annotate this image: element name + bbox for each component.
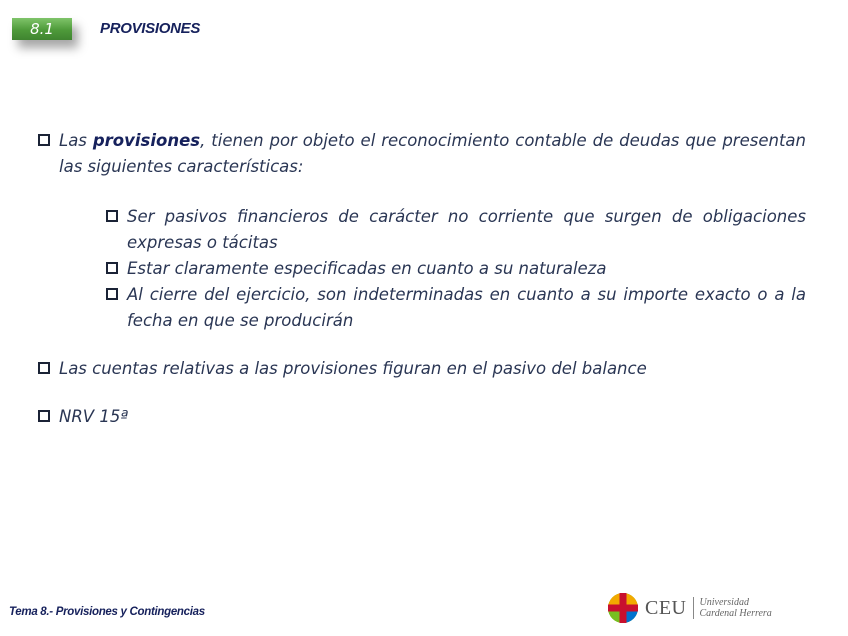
- footer-topic: Tema 8.- Provisiones y Contingencias: [9, 606, 205, 618]
- slide-title: PROVISIONES: [100, 20, 201, 37]
- logo-university-text: Universidad Cardenal Herrera: [699, 597, 772, 619]
- bullet-text: Las cuentas relativas a las provisiones figuran en el pasivo del balance: [59, 359, 647, 378]
- section-number-badge: [12, 18, 72, 40]
- ceu-cross-icon: [607, 592, 639, 624]
- checkbox-bullet-icon: [106, 262, 118, 274]
- sub-bullet-item: [106, 256, 806, 282]
- section-number: 8.1: [30, 20, 54, 38]
- checkbox-bullet-icon: [38, 362, 50, 374]
- logo-divider: [693, 597, 694, 619]
- bullet-item: [38, 404, 806, 430]
- bullet-text: NRV 15ª: [59, 407, 129, 426]
- bullet-item: [38, 128, 806, 180]
- checkbox-bullet-icon: [38, 410, 50, 422]
- logo-ceu-text: CEU: [645, 596, 687, 619]
- sub-bullet-text: Estar claramente especificadas en cuanto a su naturaleza: [127, 259, 607, 278]
- sub-bullet-item: [106, 204, 806, 256]
- bullet-item: [38, 356, 806, 382]
- sub-bullet-text: Ser pasivos financieros de carácter no corriente que surgen de obligaciones expresas o tácitas: [127, 207, 806, 252]
- checkbox-bullet-icon: [106, 210, 118, 222]
- university-logo: [607, 592, 772, 624]
- checkbox-bullet-icon: [106, 288, 118, 300]
- highlighted-term: provisiones: [92, 131, 201, 150]
- sub-bullet-item: [106, 282, 806, 334]
- slide-content: [38, 128, 806, 430]
- checkbox-bullet-icon: [38, 134, 50, 146]
- sub-bullet-text: Al cierre del ejercicio, son indeterminadas en cuanto a su importe exacto o a la fecha en que se producirán: [127, 285, 806, 330]
- bullet-text: Las provisiones, tienen por objeto el reconocimiento contable de deudas que presentan las siguientes características:: [59, 131, 806, 176]
